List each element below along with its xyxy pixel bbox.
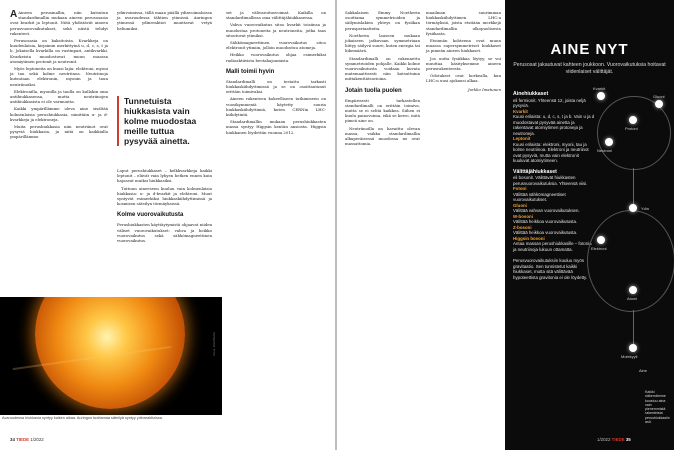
article-paragraph: Tuttuun aineeseen kuuluu vain kolmenlaisia hiukkasia: u- ja d-kvarkit ja elektroni. Muut syntyvät esimerkiksi hiukkaskiihdyttimissä ja kosmisen säteilyn törmäyksissä.: [117, 185, 212, 207]
magazine-name: TIEDE: [611, 437, 625, 442]
neutroni-node: [605, 138, 613, 146]
article-paragraph: Jos uutta fysiikkaa löytyy, se voi muuttaa käsityksemme aineen perusrakenteesta.: [426, 55, 501, 72]
drop-cap: A: [10, 9, 18, 20]
section-heading: Ainehiukkaset: [513, 91, 549, 97]
panel-paragraph: eli fermionit. Yhteensä 12, joista neljä pysyviä.: [513, 97, 586, 108]
protoni-node: [629, 116, 637, 124]
panel-paragraph: W-bosoni Välittää heikkoa vuorovaikutusta.: [513, 213, 578, 224]
elektroni-node: [597, 236, 605, 244]
right-column-1: [345, 10, 420, 148]
article-paragraph: Noetherin lauseen mukaan jokaiseen jatkuvaan symmetriaan liittyy säilyvä suure, kuten energia tai liikemäärä.: [345, 32, 420, 54]
left-column-3: [226, 10, 326, 137]
article-paragraph: Odotukset ovat korkealla, kun LHC:n uusi ajokausi alkaa.: [426, 73, 501, 84]
article-paragraph: A Aineen perusmallin, niin kutsutun standardimallin mukaan aineen perusosasia ovat kvarkit ja leptonit. Niitä yhdistävät aineen perusvuorovaikutukset, sekä niistä tehdyt rakenteet.: [10, 9, 108, 36]
article-paragraph: Vahva vuorovaikutus sitoo kvarkit toisiinsa ja muodostaa protoneita ja neutroneita, jotka taas sitoutuvat ytimiksi.: [226, 22, 326, 38]
right-page: [337, 0, 674, 450]
ydin-node: [629, 204, 637, 212]
left-column-2-top: [117, 10, 212, 33]
diagram-label: Neutroni: [597, 148, 613, 153]
article-paragraph: Perusosasia on kaksitoista. Kvarkkeja on kuudenlaisia, kirjaimin merkittyinä u, d, c, s, t ja b. Jokaisella kvarkilla on vastinpari, antikvarkki. Kvarkeista muodostuvat muun muassa atomiytimen protonit ja neutronit.: [10, 38, 108, 64]
article-paragraph: Aineen rakenteen kokeelliseen tutkimiseen on vuosikymmeniä käytetty suuria hiukkaskiihdyttimiä, kuten CERNin LHC-kiihdytintä.: [226, 96, 326, 118]
section-heading: Kolme vuorovaikutusta: [117, 212, 184, 219]
diagram-label: Elektroni: [591, 246, 607, 251]
panel-title: AINE NYT: [550, 41, 629, 58]
article-paragraph: Standardimallin mukaan perushiukkasten massa syntyy Higgsin kentän ansiosta. Higgsin hiukkanen löydettiin vuonna 2012.: [226, 119, 326, 135]
article-paragraph: maailman suurimman hiukkaskiihdyttimen LHC:n törmäyksiä, joista etsitään merkkejä standardimallin ulkopuolisesta fysiikasta.: [426, 10, 501, 36]
photo-caption: Avaruudessa hiukkasia syntyy kaiken aikaa. Auringon tuottamaa säteilyä syntyy ydinreaktioissa.: [2, 416, 163, 420]
photo-credit: Kuva: ESA/NASA: [212, 332, 216, 356]
article-paragraph: Heikko vuorovaikutus ohjaa esimerkiksi radioaktiivista beetahajoamista.: [226, 52, 326, 63]
article-paragraph: set ja välivaroitusvoimat. Kaikilla on standardimallissa oma välittäjähiukkasensa.: [226, 10, 326, 21]
panel-paragraph: Fotoni Välittää sähkömagneettiset vuorovaikutukset.: [513, 186, 566, 202]
panel-paragraph: Kvarkit Kuusi erilaista: u, d, c, s, t ja b. Vain u ja d muodostavat pysyvää ainetta ja rakentavat atomiytimen protoneja ja neutroneja.: [513, 108, 595, 136]
panel-paragraph: eli bosonit. Välittävät hiukkasten perusvuorovaikutuksia. Yhteensä viisi.: [513, 175, 588, 186]
article-paragraph: Standardimalli on testattu tarkasti hiukkaskiihdyttimissä ja se on osoittautunut erittäin toimivaksi.: [226, 78, 326, 95]
left-page: [0, 0, 335, 450]
article-paragraph: Elektronilla, myonilla ja taulla on kullakin oma antihiukkasensa, mutta neutriinojen antihiukkasista ei ole varmuutta.: [10, 88, 108, 105]
gluoni-node: [655, 100, 663, 108]
panel-subtitle: Perusosat jakautuvat kahteen joukkoon. Vuorovaikutuksia hoitavat viidenlaiset välittäjät.: [513, 62, 666, 75]
sun-photo: [0, 297, 222, 415]
panel-paragraph: Z-bosoni Välittää heikkoa vuorovaikutusta.: [513, 224, 578, 235]
article-paragraph: Sähkömagneettinen vuorovaikutus sitoo elektronit ytimiin, jolloin muodostuu atomeja.: [226, 40, 326, 51]
particle-diagram: [593, 86, 673, 376]
article-paragraph: Standardimalli on rakennettu symmetrioiden pohjalle. Kaikki kolme vuorovaikutusta voidaan kuvata matemaattisesti niin kutsuttuina mittakenttäteorioina.: [345, 55, 420, 82]
article-paragraph: ydinvoimissa, tällä maan päällä ydinvoimaloissa ja avaruudessa tähtien ytimissä. Auringon ytimessä ydinreaktiot muuttavat vetyä heliumiksi.: [117, 10, 212, 31]
right-column-2: [426, 10, 501, 92]
diagram-label: Kvarkit: [593, 86, 606, 91]
article-paragraph: Myös leptoneita on kuusi lajia: elektroni, myoni ja tau sekä kolme neutriinoa. Neutriinoja kutsutaan elektronin, myonin ja taun neutriinoiksi.: [10, 66, 108, 87]
panel-text: [513, 92, 595, 280]
diagram-label: Gluoni: [653, 94, 665, 99]
molekyyli-node: [629, 344, 637, 352]
left-column-2-bottom: [117, 168, 212, 245]
panel-paragraph: Higgsin bosoni Antaa massan perushiukkasille – fotonia ja neutriinoja lukuun ottamatta.: [513, 235, 592, 252]
aine-note: Kaikki näkemämme koostuu aina vain pienemmistä rakenteista perushiukkasiin asti.: [645, 390, 670, 425]
panel-paragraph: Leptonit Kuusi erilaista: elektroni, myoni, tau ja kolme neutriinoa. Elektroni ja neutriinot ovat pysyviä, mutta vain elektronit kuuluvat atomiytimeen.: [513, 136, 589, 163]
article-paragraph: Loput perushiukkaset – kelkkvarkkeja kaikki leptonit – elävät vain lyhyen hetken ennen kuin hajoavat muiksi hiukkasiksi.: [117, 168, 212, 184]
section-heading: Välittäjähiukkaset: [513, 168, 557, 175]
magazine-name: TIEDE: [16, 437, 30, 442]
atomi-node: [629, 286, 637, 294]
aine-nyt-panel: [505, 0, 674, 450]
right-folio: [597, 437, 631, 442]
panel-paragraph: Gluoni Välittää vahvan vuorovaikutuksen.: [513, 202, 580, 213]
issue-number: 1/2022: [30, 437, 44, 442]
article-paragraph: Kaikki ympärillämme oleva aine sisältää kolmenlaisia perushiukkasia, nimittäin u- ja d-kvarkkeja ja elektroneja.: [10, 106, 108, 122]
pull-quote: Tunnetuista hiukkasista vain kolme muodostaa meille tuttua pysyvää ainetta.: [117, 96, 204, 146]
page-number: 35: [625, 437, 631, 442]
diagram-label: Ydin: [641, 206, 650, 211]
article-paragraph: Empiirisesti tarkastellen standardimalli on erittäin toimiva, mutta se ei selitä kaikkea. Siihen ei kuulu painovoima, eikä se kerro, mitä pimeä aine on.: [345, 97, 420, 124]
article-paragraph: Etsinnän kohteena ovat muun muassa supersymmetriset hiukkaset ja pimeän aineen hiukkaset.: [426, 38, 501, 54]
left-column-1: [10, 10, 108, 142]
panel-footer: Perusvuorovaikutuksiin kuuluu myös gravitaatio. Sen tunnistetut kaikki hiukkaset, mutta sitä välittävää hypoteettista gravitonia ei ole löydetty.: [513, 258, 588, 280]
page-number: 34: [10, 437, 15, 442]
kvarkit-node: [597, 92, 605, 100]
author-signoff: Jarkko Imatunen: [468, 86, 501, 92]
section-heading: Malli toimii hyvin: [226, 68, 275, 75]
issue-number: 1/2022: [597, 437, 611, 442]
article-paragraph: Muita perushiukkasia niin neutriinot ovat pysyviä hiukkasia, ja niitä on kaikkialla ympärillämme.: [10, 124, 108, 140]
section-heading: Jotain tuolla puolen: [345, 87, 402, 94]
diagram-label: Protoni: [625, 126, 638, 131]
article-paragraph: Neutriinoilla on havaittu olevan massa, vaikka standardimallin alkuperäisessä muodossa ne ovat massattomia.: [345, 125, 420, 147]
sun-image: [35, 297, 185, 409]
article-paragraph: Sakkalaisen Emmy Noetherin osoittama symmetrioiden ja säilymislakien yhteys on fysiikan perusperiaatteita.: [345, 10, 420, 31]
diagram-label: Atomi: [627, 296, 638, 301]
article-paragraph: Perushiukkasten käyttäytymistä ohjaavat niiden väliset vuorovaikutukset: vahva ja heikko vuorovaikutus sekä sähkömagneettinen vuorovaikutus.: [117, 222, 212, 244]
diagram-label: Molekyyli: [621, 354, 638, 359]
diagram-label: Aine: [639, 368, 648, 373]
left-folio: [10, 437, 44, 442]
